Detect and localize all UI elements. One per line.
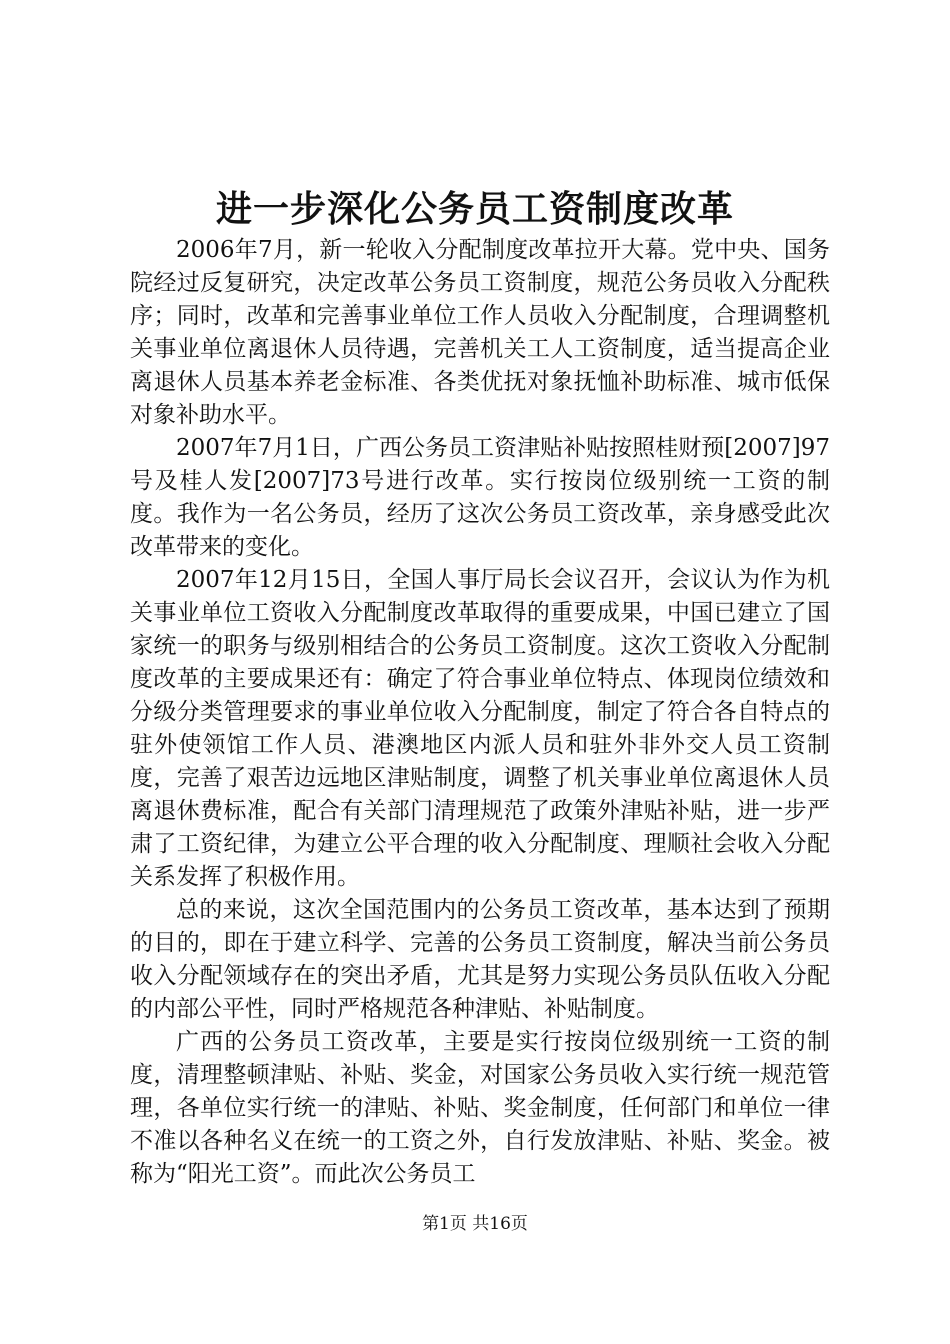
page-number-footer: 第1页 共16页 [422, 1214, 528, 1234]
paragraph: 总的来说，这次全国范围内的公务员工资改革，基本达到了预期的目的，即在于建立科学、完善的公务员工资制度，解决当前公务员收入分配领域存在的突出矛盾，尤其是努力实现公务员队伍收入分配的内部公平性，同时严格规范各种津贴、补贴制度。 [130, 897, 830, 1022]
paragraph: 广西的公务员工资改革，主要是实行按岗位级别统一工资的制度，清理整顿津贴、补贴、奖金，对国家公务员收入实行统一规范管理，各单位实行统一的津贴、补贴、奖金制度，任何部门和单位一律不准以各种名义在统一的工资之外，自行发放津贴、补贴、奖金。被称为“阳光工资”。而此次公务员工 [130, 1029, 830, 1187]
paragraph: 2007年7月1日，广西公务员工资津贴补贴按照桂财预[2007]97号及桂人发[2007]73号进行改革。实行按岗位级别统一工资的制度。我作为一名公务员，经历了这次公务员工资改革，亲身感受此次改革带来的变化。 [130, 435, 830, 560]
document-title: 进一步深化公务员工资制度改革 [215, 188, 734, 230]
document-body [130, 234, 830, 1191]
paragraph: 2006年7月，新一轮收入分配制度改革拉开大幕。党中央、国务院经过反复研究，决定改革公务员工资制度，规范公务员收入分配秩序；同时，改革和完善事业单位工作人员收入分配制度，合理调整机关事业单位离退休人员待遇，完善机关工人工资制度，适当提高企业离退休人员基本养老金标准、各类优抚对象抚恤补助标准、城市低保对象补助水平。 [130, 237, 830, 428]
paragraph: 2007年12月15日，全国人事厅局长会议召开，会议认为作为机关事业单位工资收入分配制度改革取得的重要成果，中国已建立了国家统一的职务与级别相结合的公务员工资制度。这次工资收入分配制度改革的主要成果还有：确定了符合事业单位特点、体现岗位绩效和分级分类管理要求的事业单位收入分配制度，制定了符合各自特点的驻外使领馆工作人员、港澳地区内派人员和驻外非外交人员工资制度，完善了艰苦边远地区津贴制度，调整了机关事业单位离退休人员离退休费标准，配合有关部门清理规范了政策外津贴补贴，进一步严肃了工资纪律，为建立公平合理的收入分配制度、理顺社会收入分配关系发挥了积极作用。 [130, 567, 830, 890]
